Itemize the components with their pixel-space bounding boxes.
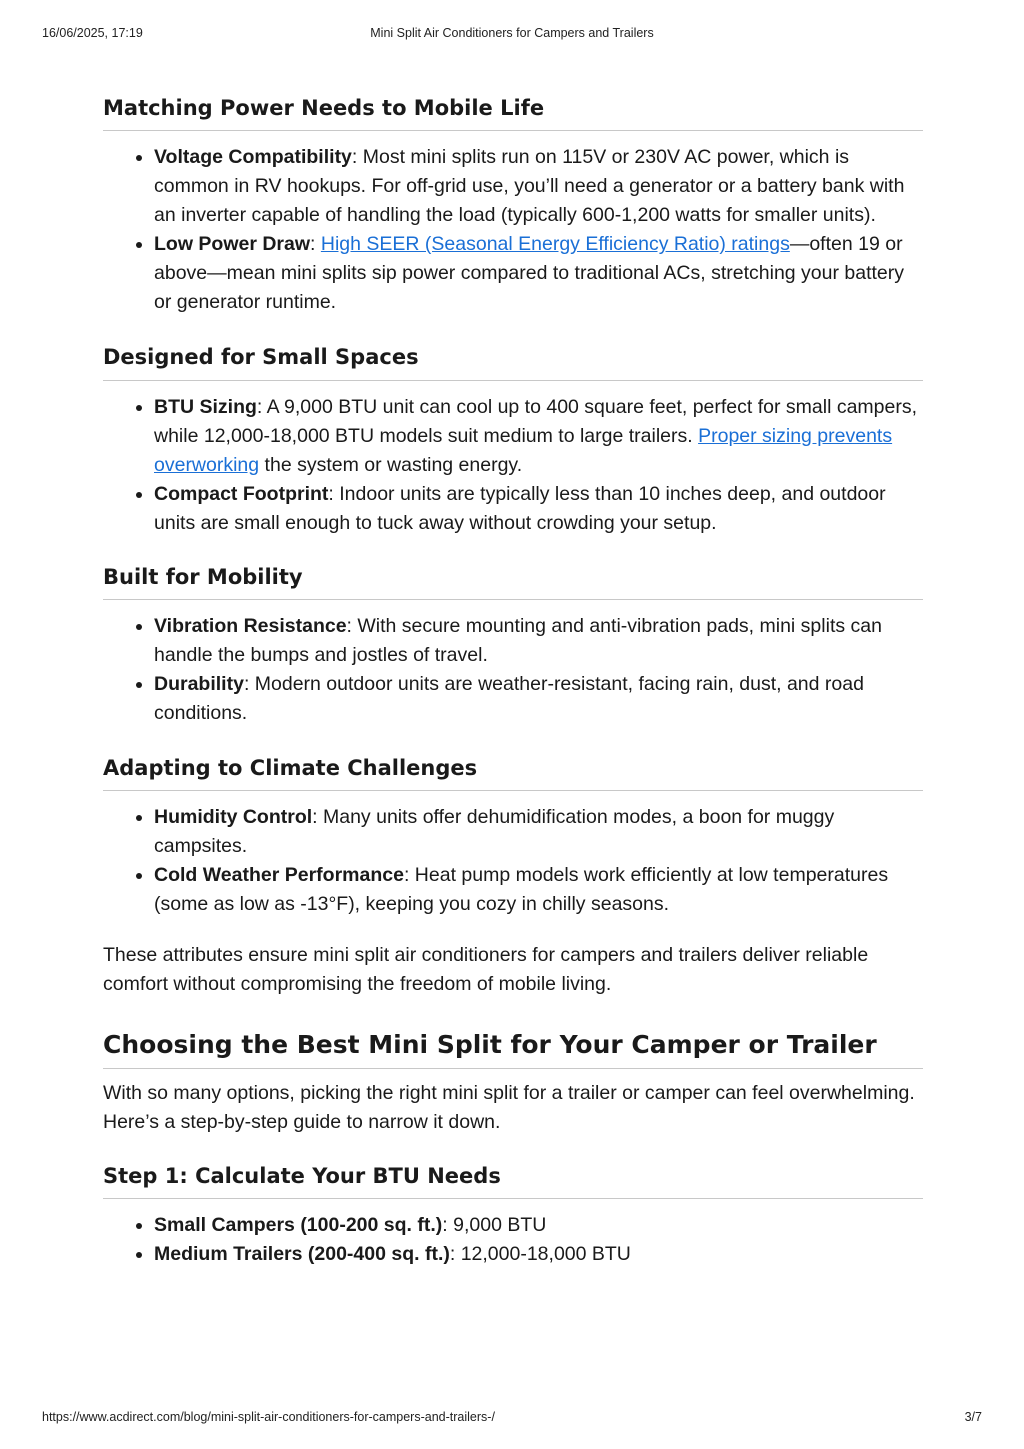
list-item-term: Cold Weather Performance — [154, 864, 404, 887]
section-heading: Built for Mobility — [103, 564, 923, 600]
list-item-term: Durability — [154, 672, 244, 695]
list-item — [154, 230, 923, 317]
bullet-list — [103, 393, 923, 538]
list-item-text: : Many units offer dehumidification modes, a boon for muggy campsites. — [154, 806, 835, 858]
list-item — [154, 1240, 923, 1269]
proper-sizing-link[interactable]: Proper sizing prevents overworking — [154, 424, 893, 476]
list-item-text: —often 19 or above—mean mini splits sip power compared to traditional ACs, stretching your battery or generator runtime. — [154, 233, 905, 314]
article-content — [103, 95, 923, 1269]
list-item-term: Low Power Draw — [154, 233, 311, 256]
list-item-text: the system or wasting energy. — [259, 453, 523, 476]
section-power — [103, 95, 923, 317]
list-item-text: : Indoor units are typically less than 10 inches deep, and outdoor units are small enough to tuck away without crowding your setup. — [154, 482, 886, 534]
print-url: https://www.acdirect.com/blog/mini-split-air-conditioners-for-campers-and-trailers-/ — [42, 1410, 495, 1424]
bullet-list — [103, 143, 923, 317]
bullet-list — [103, 803, 923, 919]
section-heading: Matching Power Needs to Mobile Life — [103, 95, 923, 131]
list-item — [154, 480, 923, 538]
list-item-term: BTU Sizing — [154, 395, 257, 418]
print-header — [42, 26, 982, 42]
list-item-term: Voltage Compatibility — [154, 146, 352, 169]
section-heading: Adapting to Climate Challenges — [103, 755, 923, 791]
list-item — [154, 670, 923, 728]
print-title: Mini Split Air Conditioners for Campers and Trailers — [370, 26, 654, 40]
list-item-term: Small Campers (100-200 sq. ft.) — [154, 1213, 443, 1236]
seer-ratings-link[interactable]: High SEER (Seasonal Energy Efficiency Ratio) ratings — [320, 233, 790, 256]
list-item — [154, 803, 923, 861]
intro-paragraph: With so many options, picking the right mini split for a trailer or camper can feel overwhelming. Here’s a step-by-step guide to narrow it down. — [103, 1081, 915, 1133]
section-heading: Designed for Small Spaces — [103, 344, 923, 380]
summary-paragraph: These attributes ensure mini split air conditioners for campers and trailers deliver reliable comfort without compromising the freedom of mobile living. — [103, 944, 869, 996]
list-item-term: Medium Trailers (200-400 sq. ft.) — [154, 1242, 450, 1265]
list-item-term: Vibration Resistance — [154, 614, 347, 637]
list-item-text: : — [310, 233, 321, 256]
section-climate — [103, 755, 923, 999]
section-small-spaces — [103, 344, 923, 537]
list-item-text: : 12,000-18,000 BTU — [449, 1242, 631, 1265]
section-step-1 — [103, 1163, 923, 1269]
section-heading: Step 1: Calculate Your BTU Needs — [103, 1163, 923, 1199]
list-item-text: : Most mini splits run on 115V or 230V AC power, which is common in RV hookups. For off-grid use, you’ll need a generator or a battery bank with an inverter capable of handling the load (typically 600-1,200 watts for smaller units). — [154, 146, 905, 227]
list-item — [154, 612, 923, 670]
list-item-text: : A 9,000 BTU unit can cool up to 400 square feet, perfect for small campers, while 12,000-18,000 BTU models suit medium to large trailers. — [154, 395, 918, 447]
bullet-list — [103, 1211, 923, 1269]
list-item-text: : 9,000 BTU — [442, 1213, 547, 1236]
page-number: 3/7 — [964, 1410, 982, 1424]
list-item — [154, 1211, 923, 1240]
bullet-list — [103, 612, 923, 728]
section-mobility — [103, 564, 923, 728]
list-item-text: : Heat pump models work efficiently at low temperatures (some as low as -13°F), keeping you cozy in chilly seasons. — [154, 864, 889, 916]
print-date: 16/06/2025, 17:19 — [42, 26, 143, 40]
list-item-term: Humidity Control — [154, 806, 313, 829]
section-heading-main: Choosing the Best Mini Split for Your Camper or Trailer — [103, 1029, 923, 1069]
list-item — [154, 861, 923, 919]
list-item — [154, 393, 923, 480]
list-item — [154, 143, 923, 230]
list-item-term: Compact Footprint — [154, 482, 329, 505]
list-item-text: : With secure mounting and anti-vibration pads, mini splits can handle the bumps and jostles of travel. — [154, 614, 882, 666]
section-choosing — [103, 1029, 923, 1137]
list-item-text: : Modern outdoor units are weather-resistant, facing rain, dust, and road conditions. — [154, 672, 864, 724]
